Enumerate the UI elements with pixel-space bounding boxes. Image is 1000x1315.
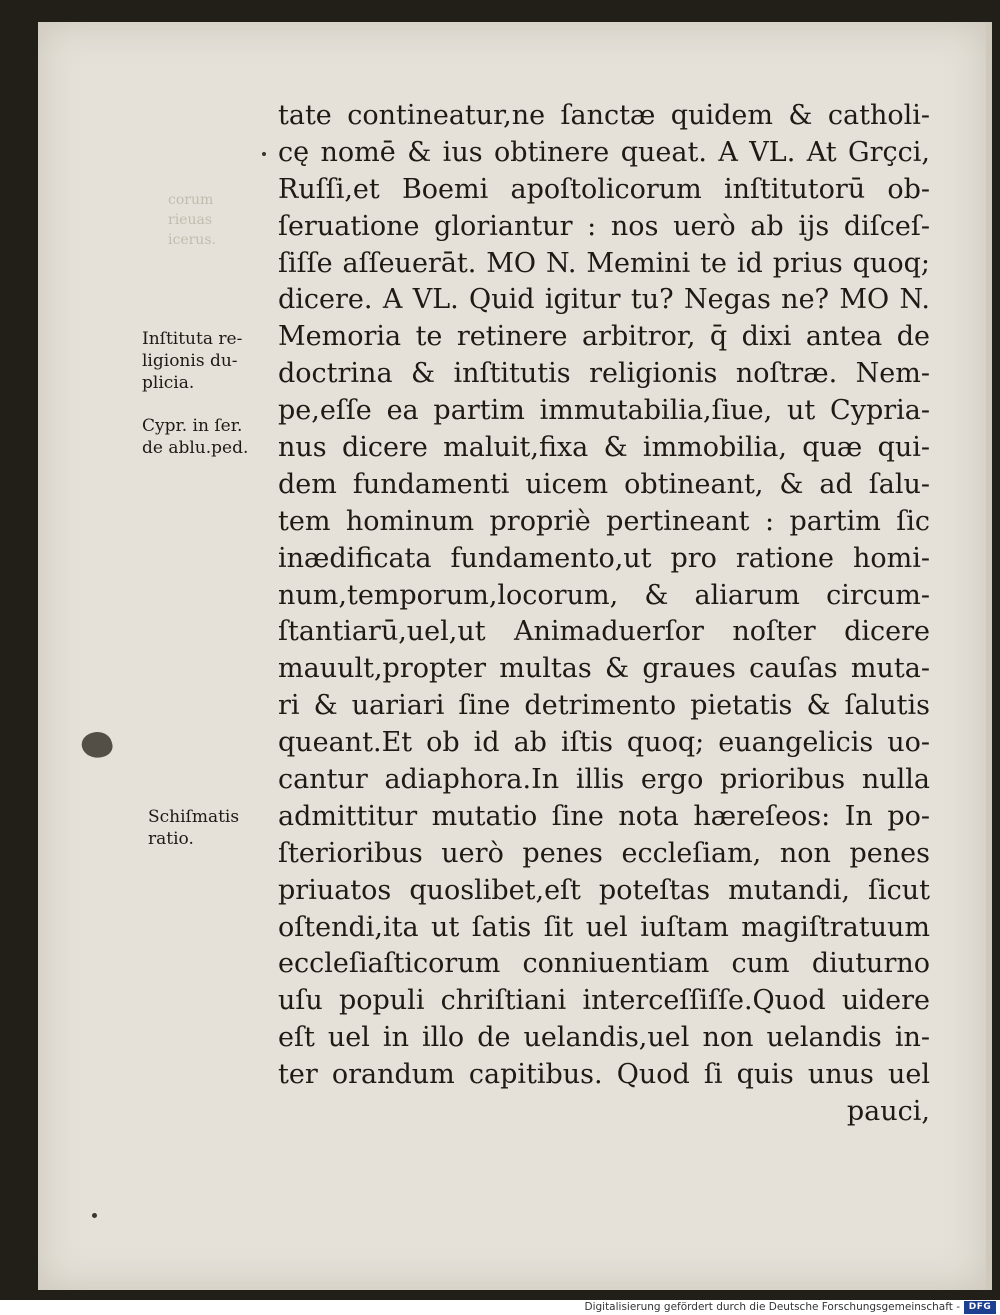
text-line: num,temporum,locorum, & aliarum circum- bbox=[278, 579, 930, 611]
main-text-block bbox=[278, 98, 930, 1131]
text-line: pe,eſſe ea partim immutabilia,ſiue, ut Cypria- bbox=[278, 395, 930, 427]
text-line: priuatos quoslibet,eſt poteſtas mutandi, ſicut bbox=[278, 874, 930, 906]
dfg-logo: DFG bbox=[964, 1301, 996, 1314]
margin-note-line: Schiſmatis bbox=[148, 807, 240, 827]
text-line: oſtendi,ita ut ſatis ſit uel iuſtam magiſtratuum bbox=[278, 911, 930, 943]
text-line: cantur adiaphora.In illis ergo prioribus nulla bbox=[278, 764, 930, 796]
margin-note-instituta bbox=[142, 328, 242, 394]
text-line: dem fundamenti uicem obtineant, & ad ſalu- bbox=[278, 468, 930, 500]
margin-note-cyprianus bbox=[142, 415, 248, 459]
text-line: ſterioribus uerò penes eccleſiam, non penes bbox=[278, 837, 930, 869]
text-line: queant.Et ob id ab iſtis quoq; euangelicis uo- bbox=[278, 727, 930, 759]
text-line: uſu populi chriſtiani interceſſiſſe.Quod uidere bbox=[278, 985, 930, 1017]
bleed-line: corum bbox=[168, 192, 214, 208]
margin-note-line: Inſtituta re- bbox=[142, 329, 243, 349]
margin-note-line: de ablu.ped. bbox=[142, 438, 249, 458]
bleed-line: icerus. bbox=[168, 232, 216, 248]
text-line: eſt uel in illo de uelandis,uel non uelandis in- bbox=[278, 1022, 930, 1054]
text-line: Ruſſi,et Boemi apoſtolicorum inſtitutorū ob- bbox=[278, 173, 930, 205]
text-line: Memoria te retinere arbitror, q̄ dixi antea de bbox=[278, 321, 930, 353]
ink-speck bbox=[262, 152, 266, 156]
margin-note-line: ratio. bbox=[148, 829, 194, 849]
text-line: nus dicere maluit,fixa & immobilia, quæ qui- bbox=[278, 432, 930, 464]
margin-note-line: ligionis du- bbox=[142, 351, 238, 371]
text-line: ſeruatione gloriantur : nos uerò ab ijs diſceſ- bbox=[278, 210, 930, 242]
text-line: admittitur mutatio ſine nota hæreſeos: In po- bbox=[278, 800, 930, 832]
margin-note-schismatis bbox=[148, 806, 239, 850]
text-line: mauult,propter multas & graues cauſas muta- bbox=[278, 653, 930, 685]
text-line: cę nomē & ius obtinere queat. A VL. At Grçci, bbox=[278, 136, 930, 168]
text-line: ri & uariari ſine detrimento pietatis & ſalutis bbox=[278, 690, 930, 722]
ink-speck bbox=[92, 1213, 97, 1218]
margin-note-line: Cypr. in ſer. bbox=[142, 416, 243, 436]
text-line: eccleſiaſticorum conniuentiam cum diuturno bbox=[278, 948, 930, 980]
bleed-line: rieuas bbox=[168, 212, 213, 228]
footer-bar bbox=[0, 1300, 1000, 1315]
bleed-through-text bbox=[168, 190, 216, 250]
funding-credit: Digitalisierung gefördert durch die Deutsche Forschungsgemeinschaft - bbox=[584, 1301, 960, 1313]
text-line: doctrina & inſtitutis religionis noſtræ. Nem- bbox=[278, 358, 930, 390]
text-line: inædificata fundamento,ut pro ratione homi- bbox=[278, 542, 930, 574]
text-line: ter orandum capitibus. Quod ſi quis unus uel bbox=[278, 1059, 930, 1091]
text-line: ſiſſe aſſeuerāt. MO N. Memini te id prius quoq; bbox=[278, 247, 930, 279]
catchword-line: pauci, bbox=[846, 1096, 930, 1128]
text-line: tem hominum propriè pertineant : partim ſic bbox=[278, 505, 930, 537]
margin-note-line: plicia. bbox=[142, 373, 195, 393]
text-line: ſtantiarū,uel,ut Animaduerſor noſter dicere bbox=[278, 616, 930, 648]
text-line: dicere. A VL. Quid igitur tu? Negas ne? MO N. bbox=[278, 284, 930, 316]
text-line: tate contineatur,ne ſanctæ quidem & catholi- bbox=[278, 100, 930, 131]
